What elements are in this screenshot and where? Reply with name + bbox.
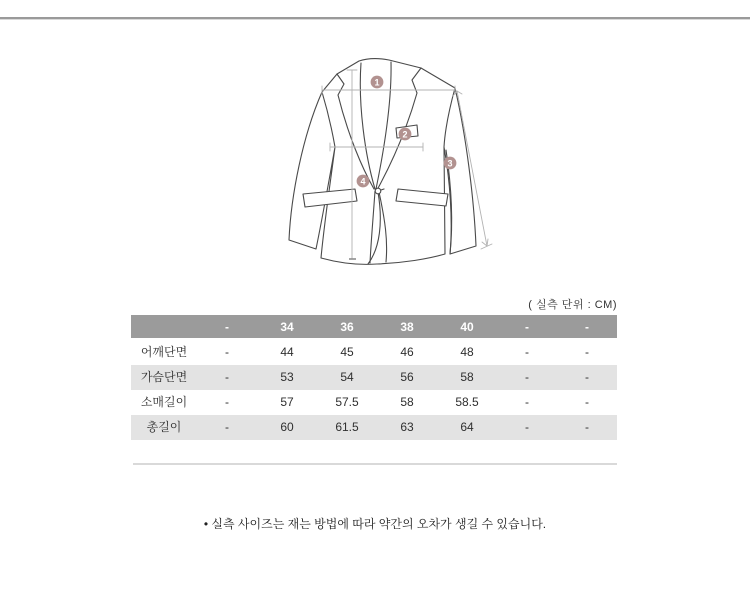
size-col-header: 40 [460, 320, 474, 334]
size-cell: 64 [460, 420, 474, 434]
table-row-length [131, 415, 617, 440]
size-cell: - [525, 370, 529, 384]
size-cell: 48 [460, 345, 474, 359]
size-cell: 45 [340, 345, 354, 359]
marker-4-number: 4 [360, 176, 366, 187]
size-col-header: 36 [340, 320, 354, 334]
button [375, 188, 381, 194]
marker-1 [371, 76, 384, 89]
size-cell: 63 [400, 420, 414, 434]
size-col-header: 38 [400, 320, 414, 334]
row-label: 소매길이 [140, 395, 188, 409]
table-row-shoulder [131, 340, 617, 365]
size-cell: - [585, 395, 589, 409]
size-cell: 57.5 [335, 395, 359, 409]
size-cell: - [585, 420, 589, 434]
marker-1-number: 1 [374, 77, 380, 88]
unit-note: ( 실측 단위 : CM) [528, 299, 617, 311]
size-cell: 61.5 [335, 420, 359, 434]
size-cell: 58.5 [455, 395, 479, 409]
marker-3 [444, 157, 457, 170]
table-row-chest [131, 365, 617, 390]
size-cell: 53 [280, 370, 294, 384]
size-table-header-row [131, 315, 617, 340]
size-col-header: - [225, 320, 229, 334]
size-cell: 60 [280, 420, 294, 434]
size-cell: - [525, 345, 529, 359]
top-divider-rule [0, 17, 750, 20]
size-cell: 58 [400, 395, 414, 409]
row-label: 총길이 [146, 420, 182, 434]
size-table [131, 315, 617, 440]
size-cell: - [225, 370, 229, 384]
size-cell: 56 [400, 370, 414, 384]
jacket-measurement-diagram [278, 50, 503, 275]
measurement-footnote: • 실측 사이즈는 재는 방법에 따라 약간의 오차가 생길 수 있습니다. [203, 517, 547, 531]
size-col-header: - [585, 320, 589, 334]
row-label: 어깨단면 [140, 345, 188, 359]
size-cell: - [225, 420, 229, 434]
bottom-divider-rule [133, 463, 617, 465]
table-row-sleeve [131, 390, 617, 415]
size-cell: - [225, 345, 229, 359]
size-cell: 58 [460, 370, 474, 384]
size-cell: - [525, 420, 529, 434]
size-col-header: 34 [280, 320, 294, 334]
size-cell: 54 [340, 370, 354, 384]
jacket-diagram-svg [278, 50, 503, 275]
size-cell: 57 [280, 395, 294, 409]
size-cell: - [225, 395, 229, 409]
size-cell: - [585, 370, 589, 384]
size-cell: - [525, 395, 529, 409]
marker-2-number: 2 [402, 129, 408, 140]
size-cell: 44 [280, 345, 294, 359]
size-cell: - [585, 345, 589, 359]
marker-4 [357, 175, 370, 188]
marker-2 [399, 128, 412, 141]
row-label: 가슴단면 [140, 370, 188, 384]
size-col-header: - [525, 320, 529, 334]
size-cell: 46 [400, 345, 414, 359]
marker-3-number: 3 [447, 158, 453, 169]
